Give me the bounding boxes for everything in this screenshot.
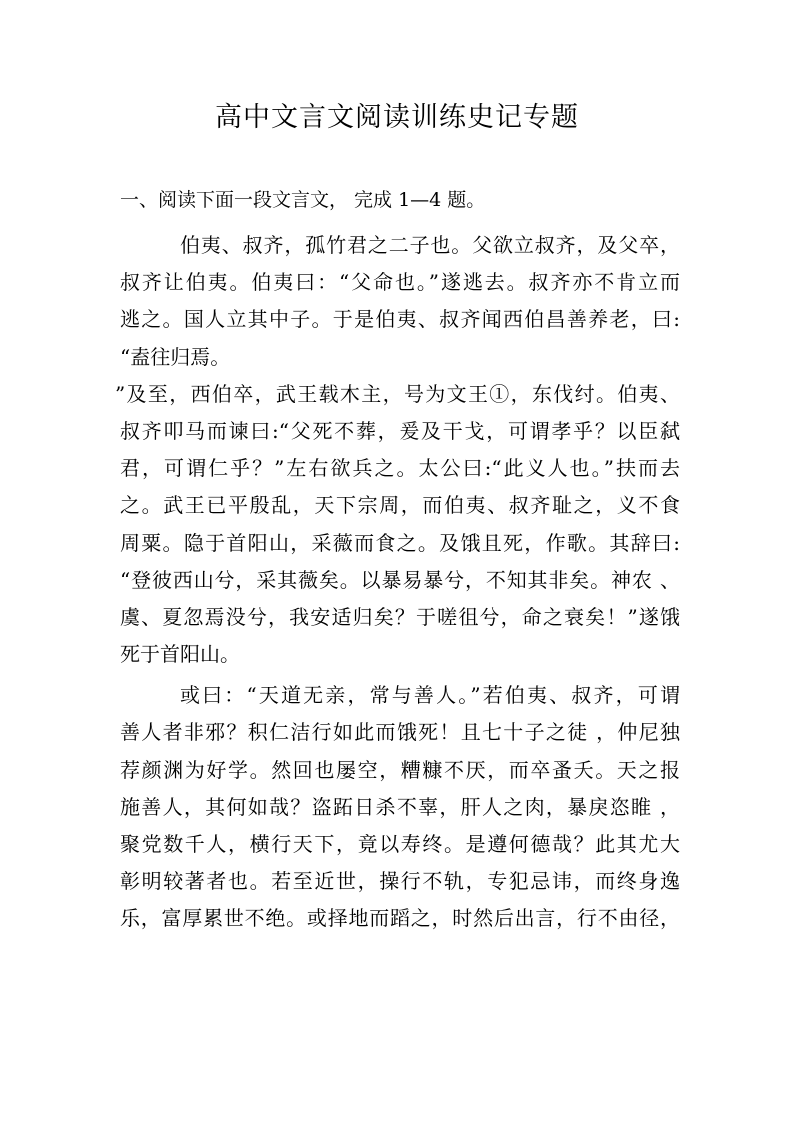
document-title: 高中文言文阅读训练史记专题 — [215, 102, 579, 133]
passage-line: 施善人，其何如哉？盗跖日杀不辜，肝人之肉，暴戾恣睢 ， — [120, 794, 680, 819]
passage-line: “登彼西山兮，采其薇矣。以暴易暴兮，不知其非矣。神农 、 — [120, 567, 680, 592]
passage-line: 君，可谓仁乎？”左右欲兵之。太公曰:“此义人也。”扶而去 — [120, 456, 680, 481]
question-intro: 一、阅读下面一段文言文， 完成 1—4 题。 — [120, 189, 486, 211]
passage-line: 乐，富厚累世不绝。或择地而蹈之，时然后出言，行不由径， — [120, 906, 680, 931]
passage-line: 伯夷、叔齐，孤竹君之二子也。父欲立叔齐，及父卒， — [180, 233, 680, 257]
passage-line: 或曰：“天道无亲，常与善人。”若伯夷、叔齐，可谓 — [180, 683, 680, 708]
passage-line: 周粟。隐于首阳山，采薇而食之。及饿且死，作歌。其辞曰: — [120, 530, 680, 555]
passage-line: 叔齐让伯夷。伯夷曰：“父命也。”遂逃去。叔齐亦不肯立而 — [120, 270, 680, 295]
passage-line: 死于首阳山。 — [120, 642, 240, 667]
passage-line: “盍往归焉。 — [120, 344, 231, 369]
passage-line: 聚党数千人，横行天下，竟以寿终。是遵何德哉？此其尤大 — [120, 832, 680, 856]
passage-line: ”及至，西伯卒，武王载木主，号为文王①，东伐纣。伯夷、 — [115, 381, 680, 406]
classical-passage — [115, 227, 680, 938]
passage-line: 逃之。国人立其中子。于是伯夷、叔齐闻西伯昌善养老，曰: — [120, 307, 680, 332]
passage-line: 彰明较著者也。若至近世，操行不轨，专犯忌讳，而终身逸 — [120, 869, 680, 894]
passage-line: 之。武王已平殷乱，天下宗周，而伯夷、叔齐耻之，义不食 — [120, 493, 680, 518]
passage-line: 善人者非邪？积仁洁行如此而饿死！且七十子之徒 ，仲尼独 — [120, 720, 680, 745]
passage-line: 叔齐叩马而谏曰:“父死不葬，爰及干戈，可谓孝乎？以臣弑 — [120, 418, 680, 443]
passage-line: 荐颜渊为好学。然回也屡空，糟糠不厌，而卒蚤夭。天之报 — [120, 757, 680, 782]
passage-line: 虞、夏忽焉没兮，我安适归矣？于嗟徂兮，命之衰矣！”遂饿 — [120, 604, 680, 629]
